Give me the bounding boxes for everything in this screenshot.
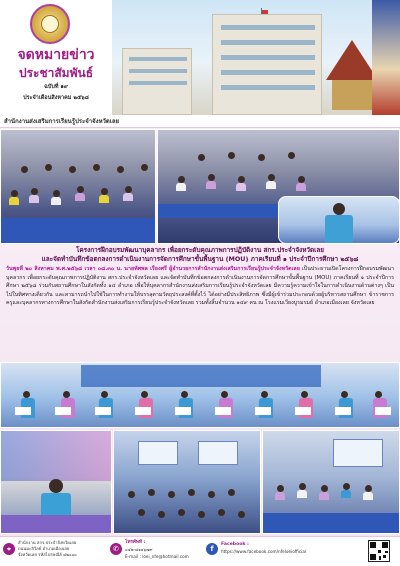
newsletter-title: จดหมายข่าว xyxy=(17,47,95,63)
photo-seminar-hall xyxy=(113,430,261,534)
footer-phone[interactable]: ๐๔๒-๘๑๑๖๗๙ xyxy=(125,547,153,552)
issue-date: ประจำเดือนสิงหาคม ๒๕๖๘ xyxy=(23,95,89,101)
footer-facebook-label: Facebook : xyxy=(221,542,249,547)
footer-address-3: จังหวัดเลย รหัสไปรษณีย์ ๔๒๐๐๐ xyxy=(18,552,77,557)
headline-line-1: โครงการฝึกอบรมพัฒนาบุคลากร เพื่อยกระดับคุณภาพการปฏิบัติงาน สกร.ประจำจังหวัดเลย xyxy=(75,246,325,254)
article-headline xyxy=(6,246,394,264)
footer xyxy=(0,536,400,566)
photo-participants xyxy=(262,430,400,534)
photo-director-podium xyxy=(0,430,112,534)
body-paragraph: เป็นประธานเปิดโครงการฝึกอบรมพัฒนาบุคลากร เพื่อยกระดับคุณภาพการปฏิบัติงาน สกร.ประจำจังหวัดเลย และจัดทำบันทึกข้อตกลงการดำเนินงานการจัดการศึกษาขั้นพื้นฐาน (MOU) ภาคเรียนที่ ๑ ประจำปีการศึกษา ๒๕๖๘ ร่วมกับสถานศึกษาในสังกัดทั้ง ๑๔ อำเภอ เพื่อให้บุคลากรสำนักงานส่งเสริมการเรียนรู้ประจำจังหวัดเลย มีความรู้ความเข้าใจในการดำเนินงานด้านต่างๆ เป็นไปในทิศทางเดียวกัน และสามารถนำไปใช้ในการทำงานให้บรรลุตามวัตถุประสงค์ที่ตั้งไว้ ได้อย่างมีประสิทธิภาพ ซึ่งมีผู้เข้าร่วมประกอบด้วยผู้บริหารสถานศึกษา ข้าราชการครูและบุคลากรทางการศึกษาในสังกัดสำนักงานส่งเสริมการเรียนรู้ประจำจังหวัดเลย รวมทั้งสิ้นจำนวน ๑๔๙ คน ณ โรงแรมเวียงบูรมรมย์ อำเภอเมืองเลย จังหวัดเลย xyxy=(6,266,394,307)
department-name: สำนักงานส่งเสริมการเรียนรู้ประจำจังหวัดเลย xyxy=(4,118,120,125)
lead-person: นายทัศพล เรืองศรี ผู้อำนวยการสำนักงานส่งเสริมการเรียนรู้ประจำจังหวัดเลย xyxy=(124,266,300,272)
title-panel xyxy=(0,0,112,128)
photo-audience-right xyxy=(157,129,400,244)
phi-ta-khon-mask xyxy=(372,0,400,115)
photo-mou-signing xyxy=(0,362,400,428)
footer-facebook-link[interactable]: https://www.facebook.com/nfeloeiofficial xyxy=(221,549,307,554)
seal-icon xyxy=(30,4,70,44)
header xyxy=(0,0,400,128)
map-pin-icon: ⌖ xyxy=(3,543,15,555)
headline-line-2: และจัดทำบันทึกข้อตกลงการดำเนินงานการจัดการศึกษาขั้นพื้นฐาน (MOU) ภาคเรียนที่ ๑ ประจำปีการศึกษา ๒๕๖๘ xyxy=(41,255,359,263)
footer-address: สำนักงาน สกร.ประจำจังหวัดเลย xyxy=(18,540,77,545)
footer-email[interactable]: E-mail : loei_nfe@hotmail.com xyxy=(125,554,189,559)
lead-date: วันพุธที่ ๒๐ สิงหาคม พ.ศ.๒๕๖๘ เวลา ๐๘.๓๐ น. xyxy=(6,266,123,272)
issue-number: ฉบับที่ ๑๙ xyxy=(44,84,68,90)
photo-audience-left xyxy=(0,129,156,244)
footer-address-2: ถนนมะลิวัลย์ อำเภอเมืองเลย xyxy=(18,546,70,551)
footer-phone-label: โทรศัพท์ : xyxy=(125,540,146,545)
qr-code-icon[interactable] xyxy=(368,540,390,562)
phone-icon: ✆ xyxy=(110,543,122,555)
newsletter-subtitle: ประชาสัมพันธ์ xyxy=(18,66,94,80)
facebook-icon: f xyxy=(206,543,218,555)
building-photo xyxy=(112,0,400,115)
title-block xyxy=(0,46,112,102)
photo-speaker-inset xyxy=(278,196,400,244)
department-bar xyxy=(0,115,400,128)
article-body xyxy=(6,265,394,360)
